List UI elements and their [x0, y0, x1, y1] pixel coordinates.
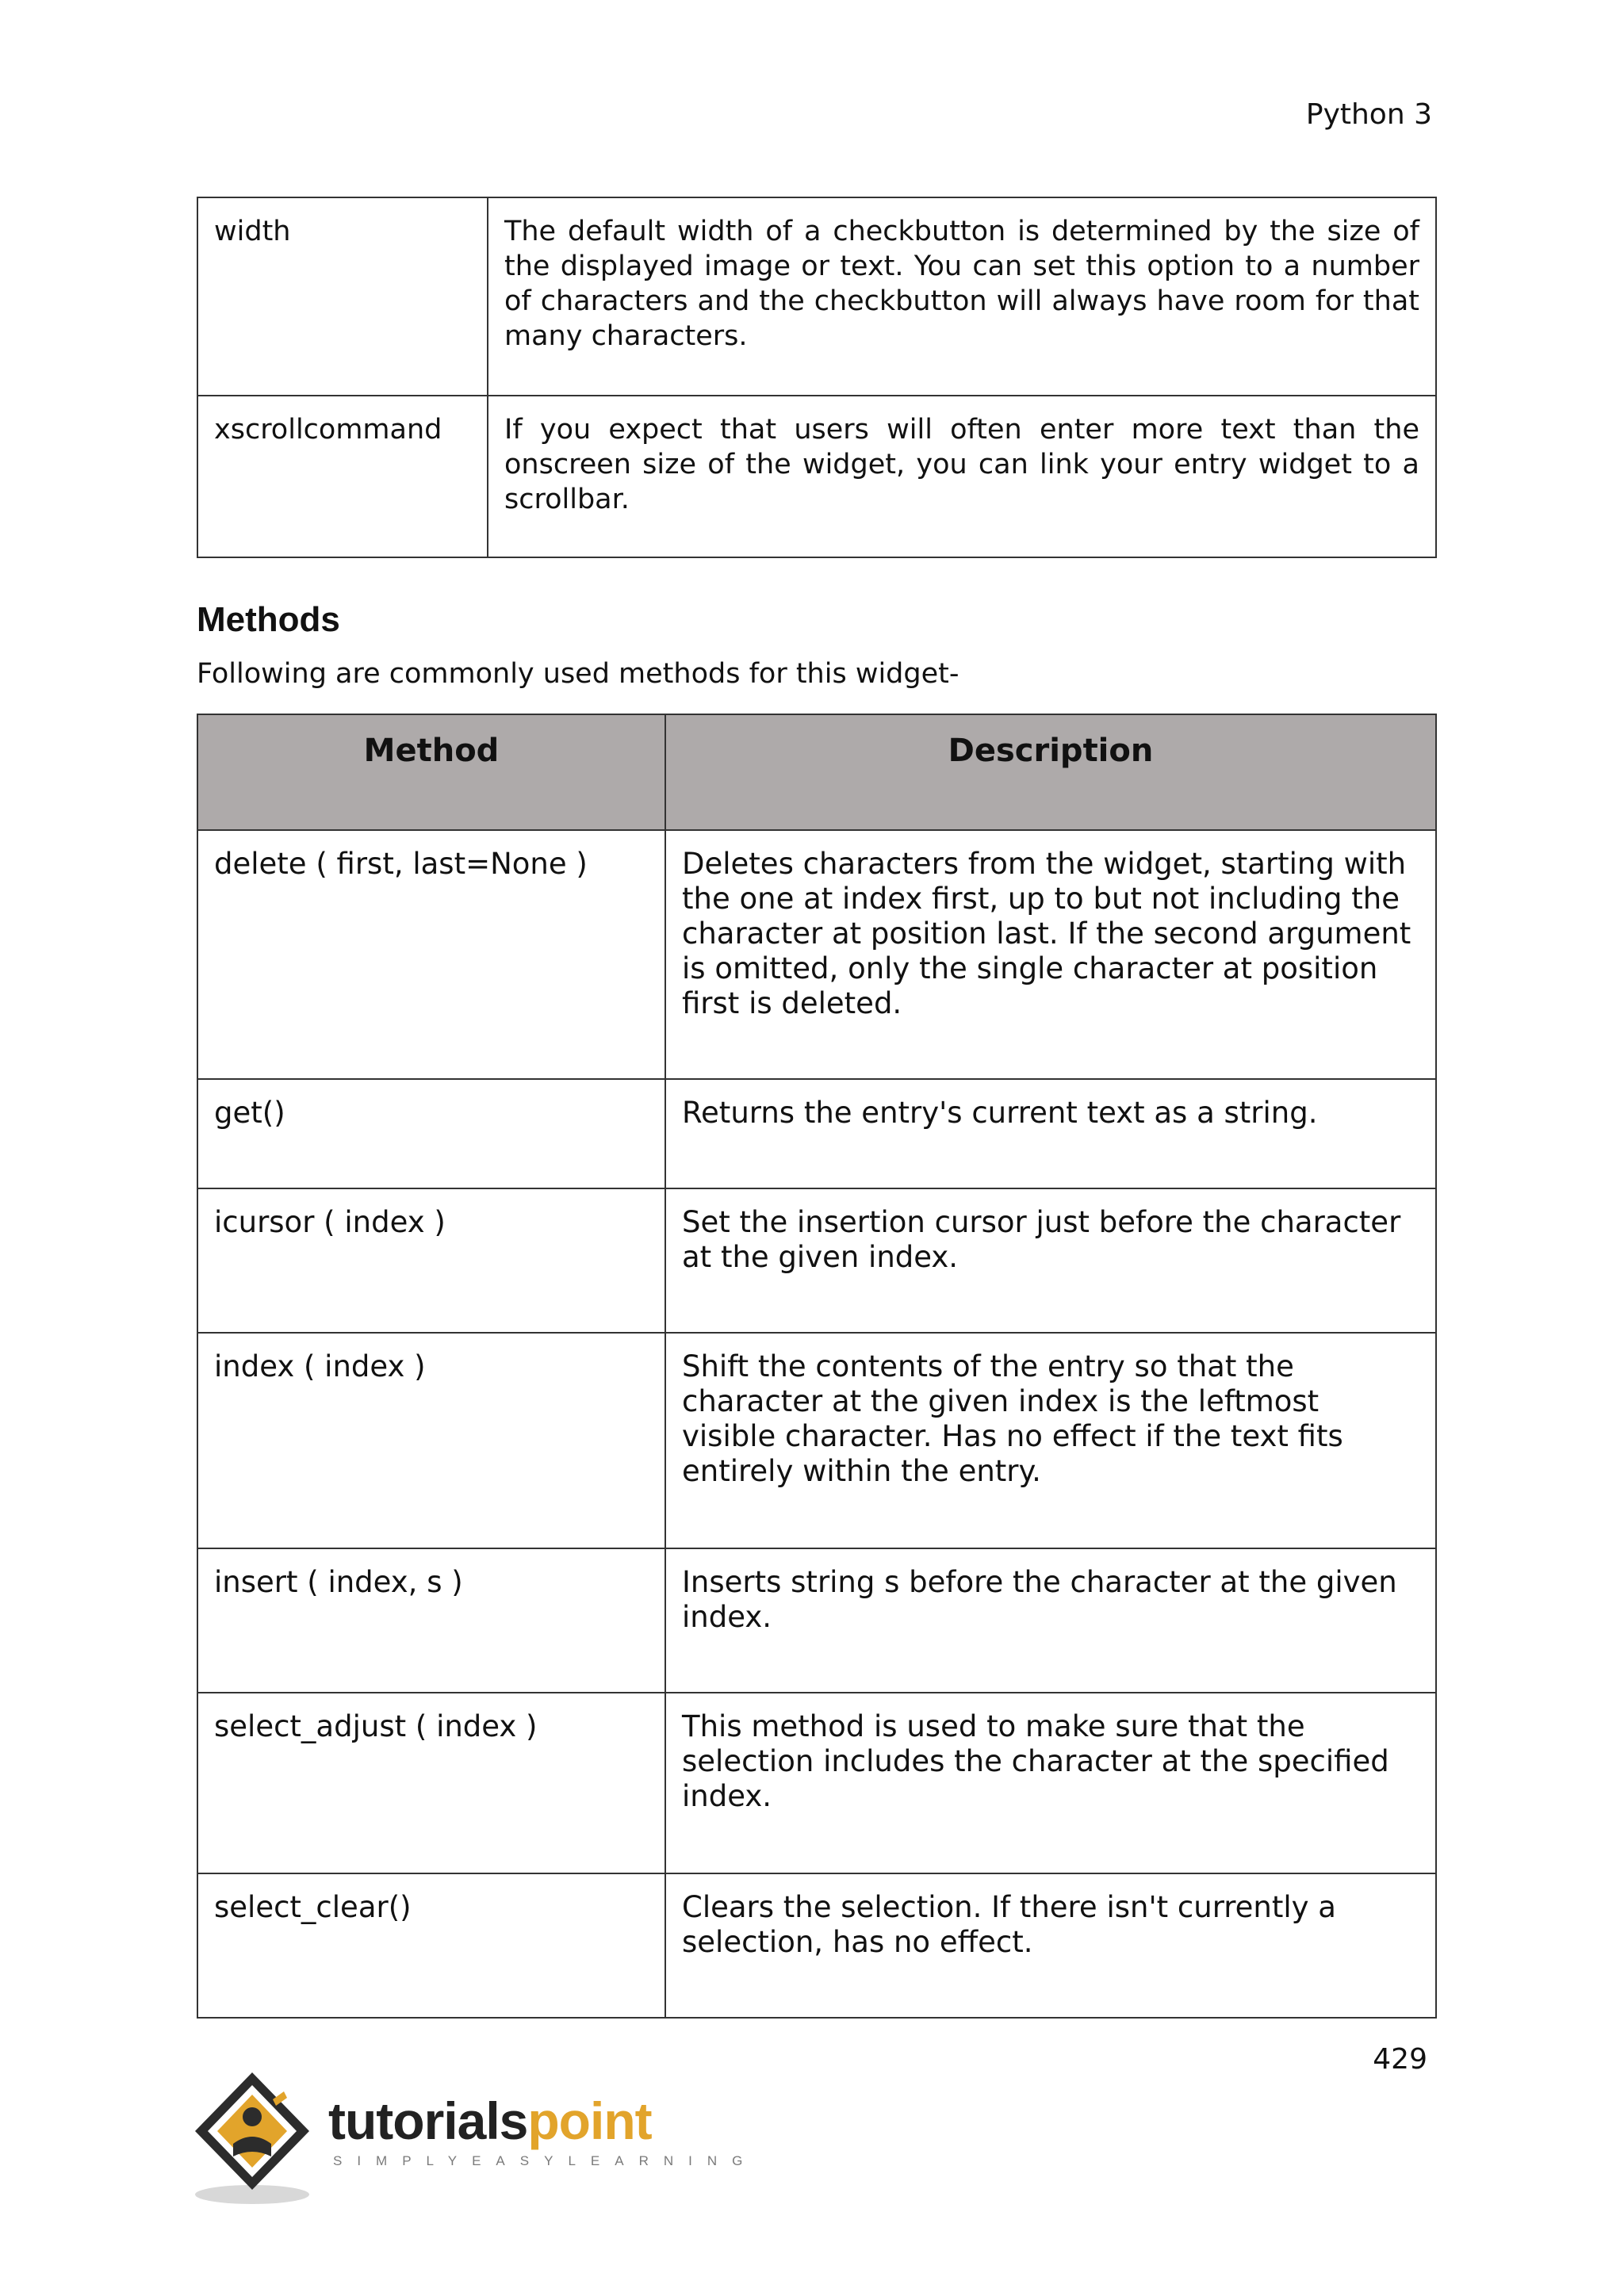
method-name: index ( index )	[197, 1333, 665, 1548]
method-name: get()	[197, 1079, 665, 1188]
table-row	[197, 1333, 1436, 1548]
table-row	[197, 830, 1436, 1079]
table-header-row	[197, 714, 1436, 830]
section-heading: Methods	[197, 600, 340, 639]
column-header-method: Method	[197, 714, 665, 830]
table-row	[197, 1548, 1436, 1693]
method-name: insert ( index, s )	[197, 1548, 665, 1693]
method-description: Returns the entry's current text as a string.	[665, 1079, 1436, 1188]
page-number: 429	[1373, 2043, 1427, 2076]
method-description: Deletes characters from the widget, starting with the one at index first, up to but not including the character at position last. If the second argument is omitted, only the single character at position first is deleted.	[665, 830, 1436, 1079]
logo-word-main: tutorials	[328, 2091, 528, 2150]
section-intro: Following are commonly used methods for this widget-	[197, 658, 959, 690]
table-row	[197, 1079, 1436, 1188]
table-row	[197, 1693, 1436, 1873]
table-row	[197, 1873, 1436, 2018]
option-name: width	[197, 197, 488, 396]
options-table	[197, 197, 1437, 558]
table-row	[197, 1188, 1436, 1333]
column-header-description: Description	[665, 714, 1436, 830]
method-description: Shift the contents of the entry so that the character at the given index is the leftmost visible character. Has no effect if the text fits entirely within the entry.	[665, 1333, 1436, 1548]
method-name: icursor ( index )	[197, 1188, 665, 1333]
method-description: This method is used to make sure that the selection includes the character at the specified index.	[665, 1693, 1436, 1873]
tutorialspoint-logo	[193, 2068, 758, 2210]
logo-emblem-icon	[193, 2068, 328, 2210]
option-name: xscrollcommand	[197, 396, 488, 557]
option-description: If you expect that users will often enter more text than the onscreen size of the widget, you can link your entry widget to a scrollbar.	[488, 396, 1436, 557]
method-description: Set the insertion cursor just before the character at the given index.	[665, 1188, 1436, 1333]
logo-tagline: SIMPLYEASYLEARNING	[333, 2153, 758, 2168]
logo-word-accent: point	[527, 2091, 652, 2150]
method-description: Inserts string s before the character at the given index.	[665, 1548, 1436, 1693]
method-description: Clears the selection. If there isn't currently a selection, has no effect.	[665, 1873, 1436, 2018]
option-description: The default width of a checkbutton is determined by the size of the displayed image or text. You can set this option to a number of characters and the checkbutton will always have room for that many characters.	[488, 197, 1436, 396]
table-row	[197, 396, 1436, 557]
logo-wordmark	[328, 2093, 652, 2149]
running-header: Python 3	[1305, 98, 1432, 131]
method-name: select_clear()	[197, 1873, 665, 2018]
method-name: select_adjust ( index )	[197, 1693, 665, 1873]
method-name: delete ( first, last=None )	[197, 830, 665, 1079]
table-row	[197, 197, 1436, 396]
methods-table	[197, 714, 1437, 2019]
